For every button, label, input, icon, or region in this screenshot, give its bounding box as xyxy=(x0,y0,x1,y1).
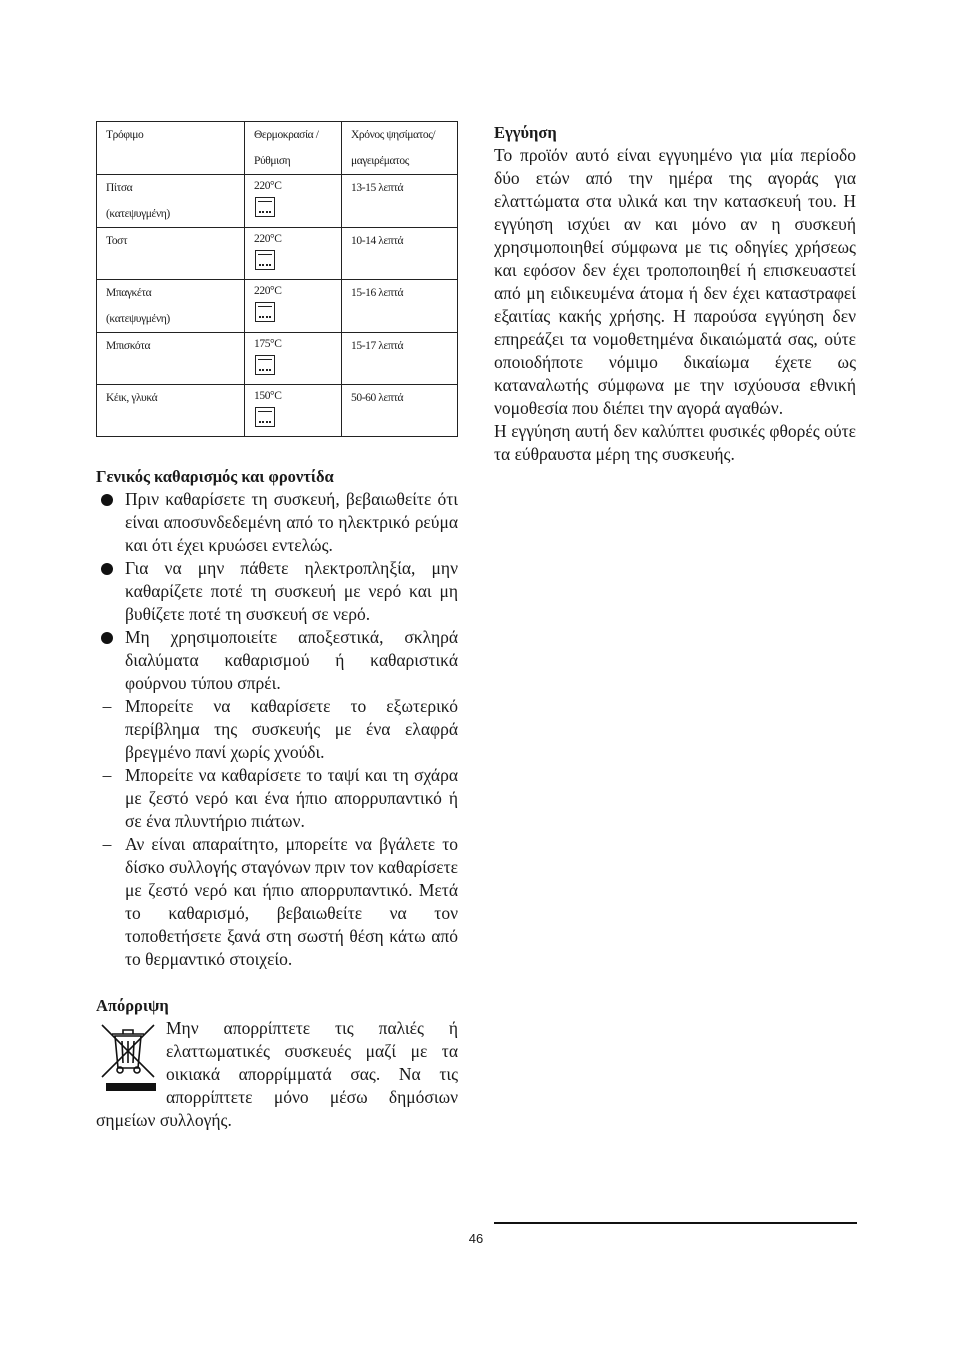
header-time: Χρόνος ψησίματος/ μαγειρέματος xyxy=(342,122,458,175)
crossed-out-wheelie-bin-icon xyxy=(96,1021,166,1101)
list-item xyxy=(96,695,458,764)
oven-heating-icon xyxy=(255,302,275,322)
time-cell: 50-60 λεπτά xyxy=(342,385,458,437)
page-number: 46 xyxy=(468,1231,484,1246)
oven-heating-icon xyxy=(255,197,275,217)
time-cell: 15-17 λεπτά xyxy=(342,333,458,385)
dash-marker: – xyxy=(102,834,112,854)
list-item-text: Αν είναι απαραίτητο, μπορείτε να βγάλετε το δίσκο συλλογής σταγόνων πριν τον καθαρίσετε με ζεστό νερό και ήπιο απορρυπαντικό. Μετά το καθαρισμό, βεβαιωθείτε να τον τοποθετήσετε ξανά στη σωστή θέση κάτω από το θερμαντικό στοιχείο. xyxy=(125,834,458,969)
list-item xyxy=(96,833,458,971)
disposal-text: Μην απορρίπτετε τις παλιές ή ελαττωματικές συσκευές μαζί με τα οικιακά απορρίμματά σας. Να τις απορρίπτετε μόνο μέσω δημόσιων σημείων συλλογής. xyxy=(96,1018,458,1130)
list-item-text: Για να μην πάθετε ηλεκτροπληξία, μην καθαρίζετε ποτέ τη συσκευή με νερό και μη βυθίζετε ποτέ τη συσκευή σε νερό. xyxy=(125,558,458,624)
list-item xyxy=(96,488,458,557)
table-row xyxy=(97,228,458,280)
food-cell: Τοστ xyxy=(97,228,245,280)
food-cell: Μπισκότα xyxy=(97,333,245,385)
left-column xyxy=(96,121,458,1132)
oven-heating-icon xyxy=(255,250,275,270)
food-cell: Μπαγκέτα (κατεψυγμένη) xyxy=(97,280,245,333)
bullet-icon xyxy=(99,488,115,512)
table-row xyxy=(97,333,458,385)
table-row xyxy=(97,385,458,437)
list-item-text: Μπορείτε να καθαρίσετε το ταψί και τη σχάρα με ζεστό νερό και ένα ήπιο απορρυπαντικό ή σε ένα πλυντήριο πιάτων. xyxy=(125,765,458,831)
list-item xyxy=(96,557,458,626)
cleaning-list xyxy=(96,488,458,971)
temperature-cell: 220°C xyxy=(245,175,342,228)
warranty-title: Εγγύηση xyxy=(494,123,557,142)
time-cell: 13-15 λεπτά xyxy=(342,175,458,228)
temperature-cell: 220°C xyxy=(245,228,342,280)
separate-collection-bar xyxy=(106,1083,156,1091)
header-food: Τρόφιμο xyxy=(97,122,245,175)
bullet-icon xyxy=(99,626,115,650)
oven-heating-icon xyxy=(255,407,275,427)
list-item-text: Μπορείτε να καθαρίσετε το εξωτερικό περίβλημα της συσκευής με ένα ελαφρά βρεγμένο πανί χωρίς χνούδι. xyxy=(125,696,458,762)
dash-marker: – xyxy=(102,696,112,716)
right-column xyxy=(494,121,856,466)
cleaning-title: Γενικός καθαρισμός και φροντίδα xyxy=(96,467,334,486)
warranty-paragraph-1: Το προϊόν αυτό είναι εγγυημένο για μία περίοδο δύο ετών από την ημέρα της αγοράς για ελαττώματα στα υλικά και την κατασκευή του. Η εγγύηση ισχύει αν και μόνο αν η συσκευή χρησιμοποιηθεί σύμφωνα με τις οδηγίες χρήσεως και εφόσον δεν έχει τροποποιηθεί ή επισκευαστεί από μη ειδικευμένα άτομα ή δεν έχει καταστραφεί εξαιτίας κακής χρήσης. Η παρούσα εγγύηση δεν επηρεάζει τα νομοθετημένα δικαιώματά σας, ούτε οποιοδήποτε νόμιμο δικαίωμα έχετε ως καταναλωτής σύμφωνα με την ισχύουσα εθνική νομοθεσία που διέπει την αγορά αγαθών. xyxy=(494,145,856,418)
food-cell: Πίτσα (κατεψυγμένη) xyxy=(97,175,245,228)
disposal-block xyxy=(96,1017,458,1132)
list-item xyxy=(96,626,458,695)
time-cell: 10-14 λεπτά xyxy=(342,228,458,280)
list-item-text: Μη χρησιμοποιείτε αποξεστικά, σκληρά διαλύματα καθαρισμού ή καθαριστικά φούρνου τύπου σπρέι. xyxy=(125,627,458,693)
disposal-title: Απόρριψη xyxy=(96,996,169,1015)
warranty-paragraph-2: Η εγγύηση αυτή δεν καλύπτει φυσικές φθορές ούτε τα εύθραυστα μέρη της συσκευής. xyxy=(494,421,856,464)
cooking-table xyxy=(96,121,458,437)
food-cell: Κέικ, γλυκά xyxy=(97,385,245,437)
bullet-icon xyxy=(99,557,115,581)
temperature-cell: 220°C xyxy=(245,280,342,333)
footer-rule xyxy=(494,1222,857,1224)
temperature-cell: 175°C xyxy=(245,333,342,385)
table-row xyxy=(97,280,458,333)
time-cell: 15-16 λεπτά xyxy=(342,280,458,333)
list-item-text: Πριν καθαρίσετε τη συσκευή, βεβαιωθείτε ότι είναι αποσυνδεδεμένη από το ηλεκτρικό ρεύμα και ότι έχει κρυώσει εντελώς. xyxy=(125,489,458,555)
header-temperature: Θερμοκρασία / Ρύθμιση xyxy=(245,122,342,175)
list-item xyxy=(96,764,458,833)
table-header-row xyxy=(97,122,458,175)
dash-marker: – xyxy=(102,765,112,785)
oven-heating-icon xyxy=(255,355,275,375)
temperature-cell: 150°C xyxy=(245,385,342,437)
table-row xyxy=(97,175,458,228)
